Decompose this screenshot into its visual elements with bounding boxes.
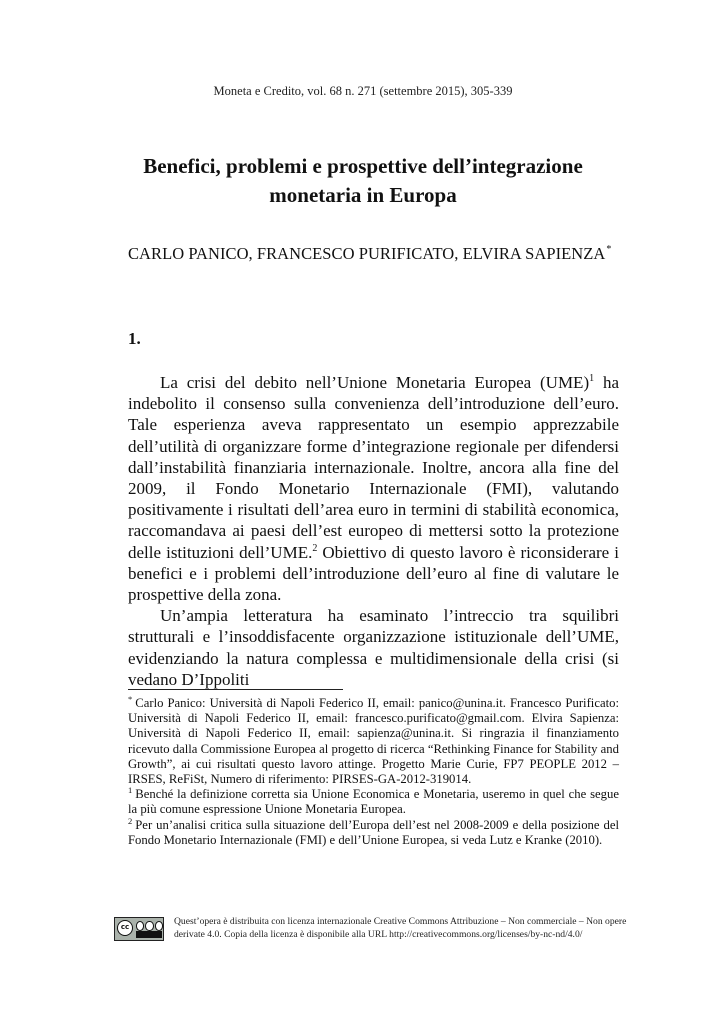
footnote-divider — [128, 689, 343, 690]
body-text — [128, 372, 619, 690]
paragraph-2: Un’ampia letteratura ha esaminato l’intreccio tra squilibri strutturali e l’insoddisfacente organizzazione istituzionale dell’UME, evidenziando la natura complessa e multidimensionale della crisi (si vedano D’Ippoliti — [128, 606, 619, 689]
footnote-2-mark: 2 — [128, 815, 133, 826]
by-icon — [136, 921, 144, 931]
footnote-star — [128, 696, 619, 787]
paper-title — [100, 152, 626, 210]
footnote-star-text: Carlo Panico: Università di Napoli Federico II, email: panico@unina.it. Francesco Purificato: Università di Napoli Federico II, email: francesco.purificato@gmail.com. Elvira Sapienza: Università di Napoli Federico II, email: sapienza@unina.it. Si ringrazia il finanziamento ricevuto dalla Commissione Europea al progetto di ricerca “Rethinking Finance for Stability and Growth”, ai cui risultati questo lavoro attinge. Progetto Marie Curie, FP7 PEOPLE 2012 – IRSES, ReFiSt, Numero di riferimento: PIRSES-GA-2012-319014. — [128, 696, 619, 787]
paragraph-1-part-b: ha indebolito il consenso sulla convenienza dell’introduzione dell’euro. Tale esperienza aveva rappresentato un esempio apprezzabile dell’utilità di organizzare forme d’integrazione regionale per difendersi dall’instabilità finanziaria internazionale. Inoltre, ancora alla fine del 2009, il Fondo Monetario Internazionale (FMI), valutando positivamente i risultati dell’area euro in termini di stabilità economica, raccomandava ai paesi dell’est europeo di mettersi sotto la protezione delle istituzioni dell’UME. — [128, 373, 619, 562]
footnote-2 — [128, 815, 619, 848]
title-line-2: monetaria in Europa — [269, 183, 457, 207]
paragraph-1-part-c: Obiettivo di questo lavoro è riconsiderare i benefici e i problemi dell’introduzione dell’euro al fine di valutare le prospettive della zona. — [128, 542, 620, 605]
license-text-line-1: Quest’opera è distribuita con licenza internazionale Creative Commons Attribuzione – Non commerciale – Non opere — [174, 916, 627, 927]
footnote-1-text: Benché la definizione corretta sia Unione Economica e Monetaria, useremo in quel che segue la più comune espressione Unione Monetaria Europea. — [128, 787, 619, 817]
footnote-star-mark: * — [128, 694, 133, 704]
footnote-2-text: Per un’analisi critica sulla situazione dell’Europa dell’est nel 2008-2009 e della posizione del Fondo Monetario Internazionale (FMI) e dell’Unione Europea, si veda Lutz e Kranke (2010). — [128, 817, 619, 847]
footnote-1-mark: 1 — [128, 785, 133, 796]
footnotes — [128, 696, 619, 848]
cc-logo-icon: cc — [117, 920, 133, 936]
nd-icon — [155, 921, 163, 931]
license-terms-icons — [136, 921, 163, 931]
footnote-ref-1[interactable]: 1 — [589, 373, 595, 384]
section-number: 1. — [128, 329, 141, 348]
author-footnote-mark[interactable]: * — [606, 244, 612, 255]
license-notice — [114, 915, 634, 947]
author-list — [128, 244, 628, 264]
nc-icon — [145, 921, 153, 931]
paragraph-1 — [128, 372, 619, 605]
cc-by-nc-nd-badge-icon[interactable] — [114, 917, 164, 941]
journal-reference: Moneta e Credito, vol. 68 n. 271 (settembre 2015), 305-339 — [213, 84, 513, 98]
license-text — [174, 916, 634, 941]
author-names: CARLO PANICO, FRANCESCO PURIFICATO, ELVIRA SAPIENZA — [128, 244, 606, 263]
license-text-line-2: derivate 4.0. Copia della licenza è disponibile alla URL http://creativecommons.org/licenses/by-nc-nd/4.0/ — [174, 928, 583, 940]
paragraph-1-part-a: La crisi del debito nell’Unione Monetaria Europea (UME) — [160, 373, 590, 392]
footnote-1 — [128, 787, 619, 817]
badge-label-strip — [136, 931, 162, 938]
title-line-1: Benefici, problemi e prospettive dell’integrazione — [143, 154, 583, 178]
footnote-ref-2[interactable]: 2 — [312, 542, 318, 554]
